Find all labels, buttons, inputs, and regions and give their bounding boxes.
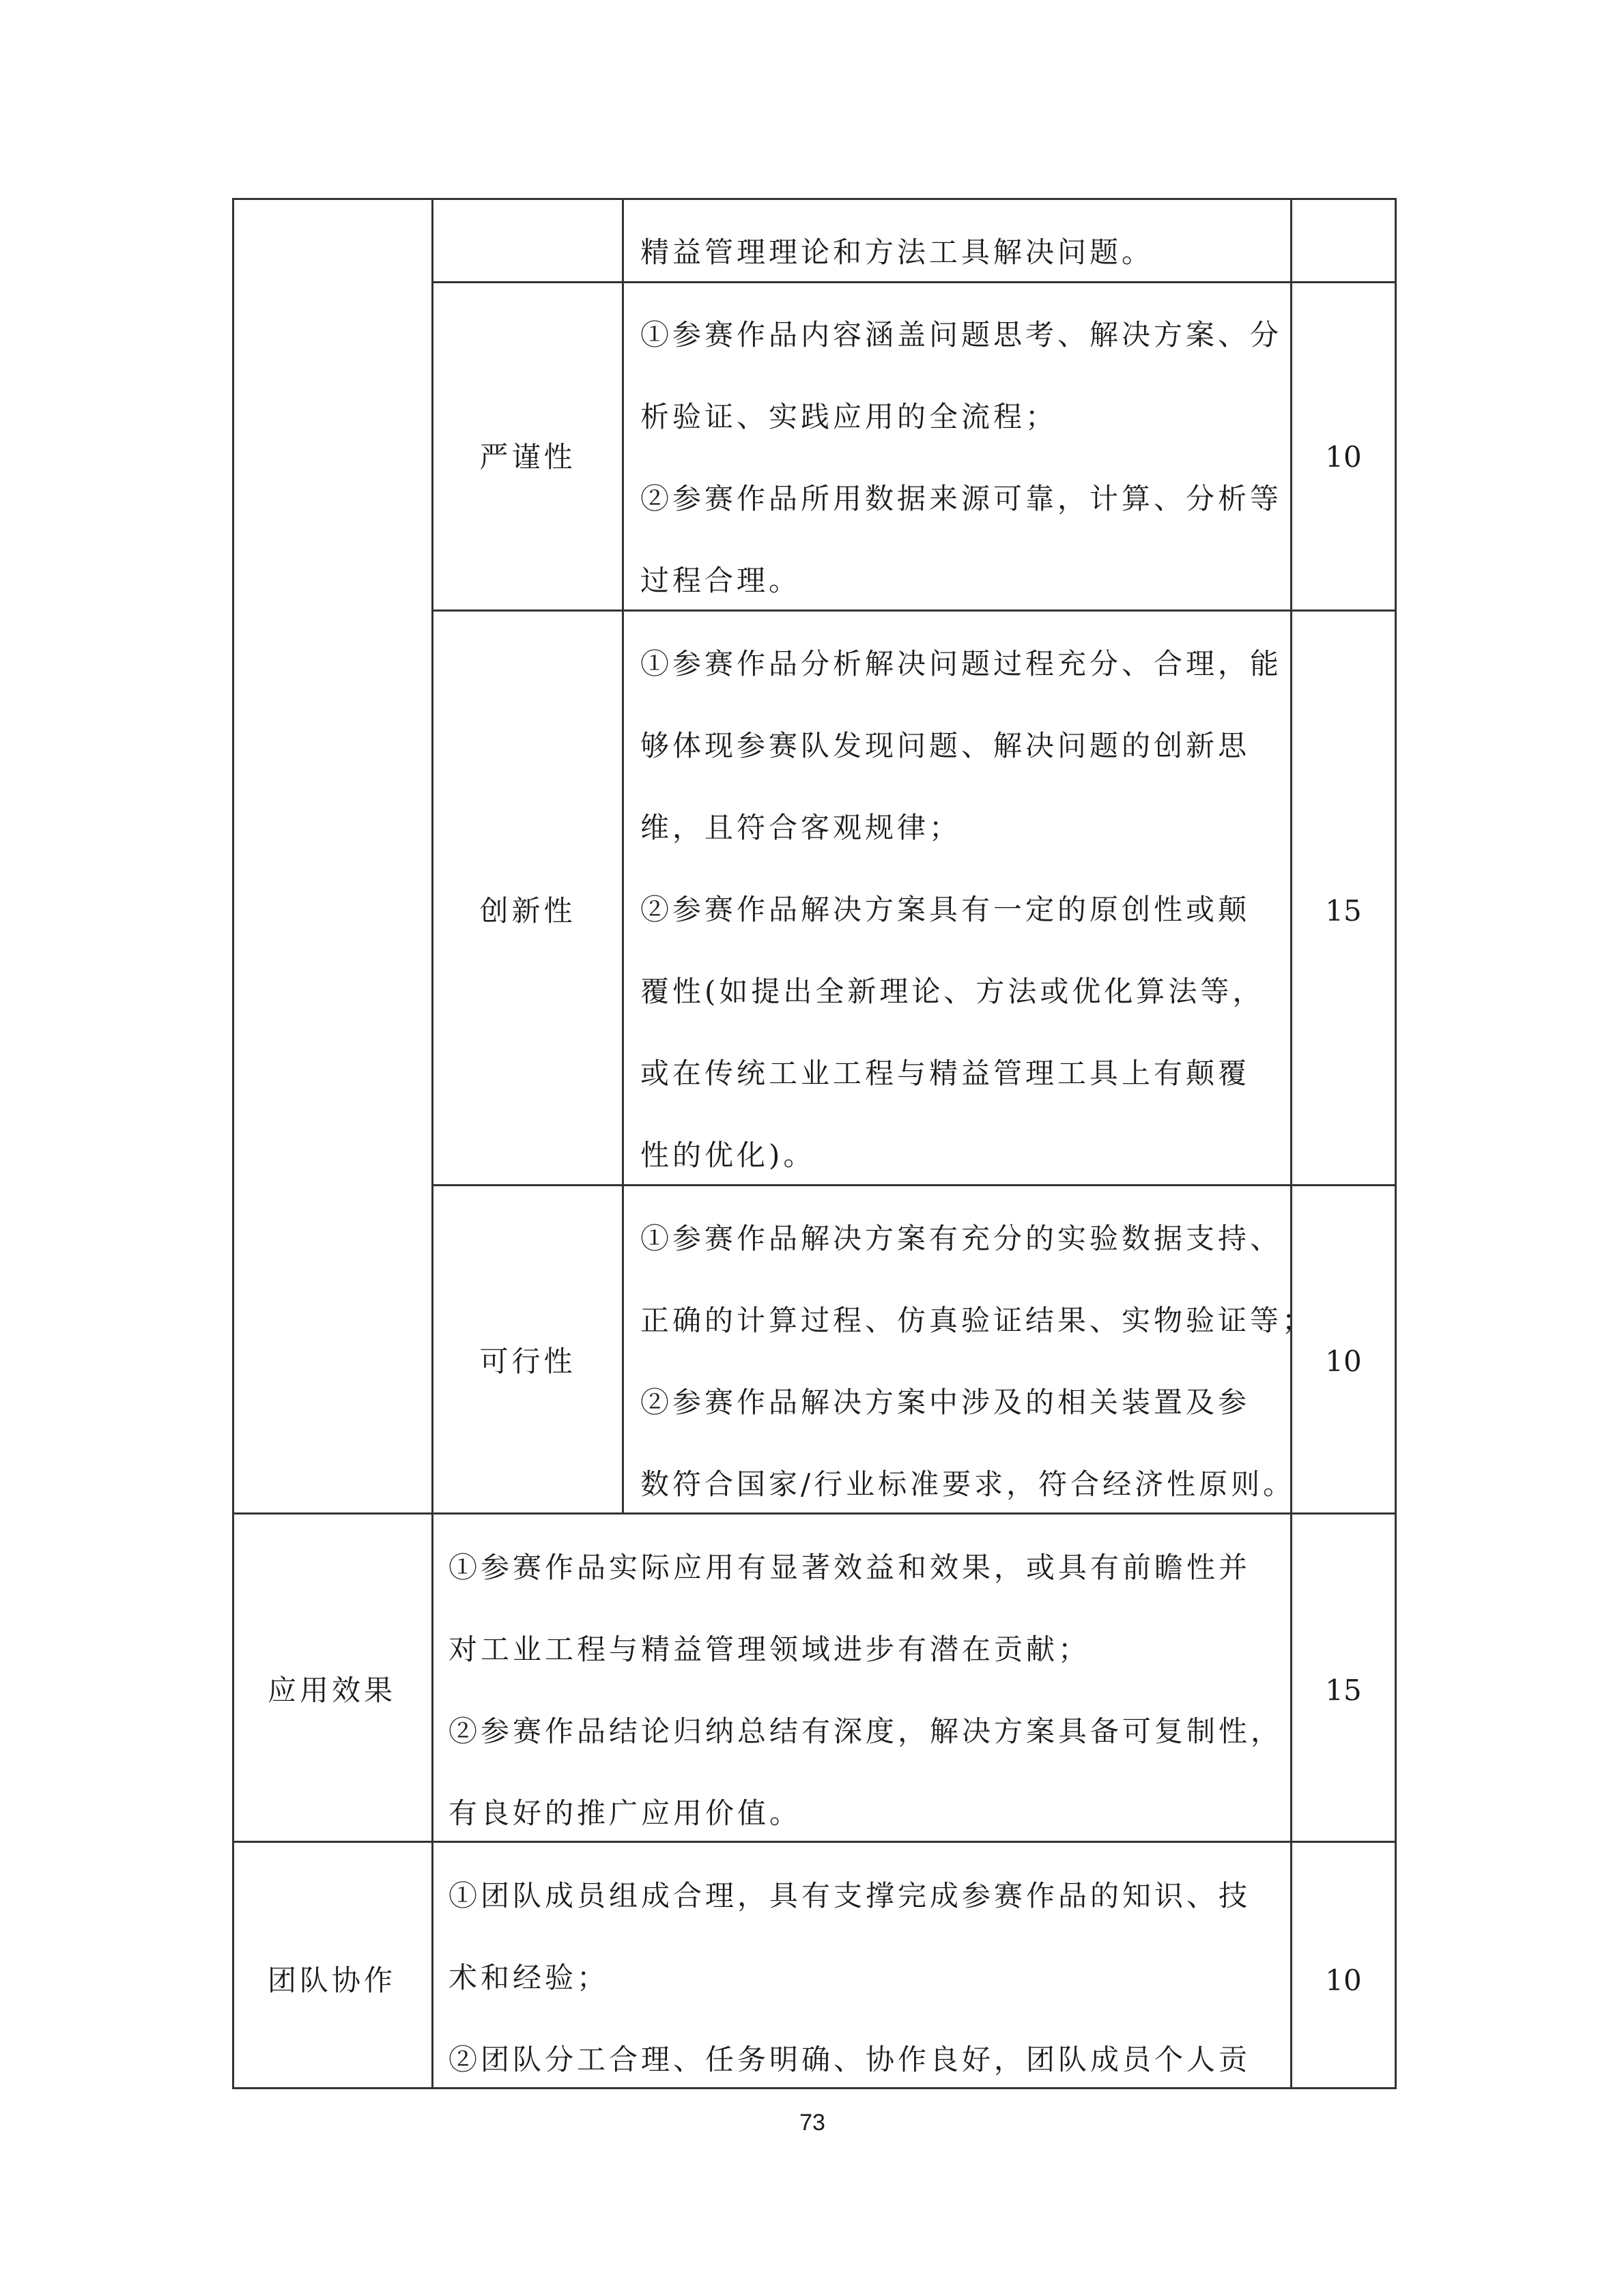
table-rule [1290, 198, 1292, 2089]
criterion-score: 15 [1325, 894, 1362, 928]
table-rule [232, 198, 1397, 200]
description-line: ①参赛作品实际应用有显著效益和效果，或具有前瞻性并 [448, 1551, 1251, 1584]
table-rule [431, 281, 1397, 283]
description-line: 术和经验； [448, 1961, 610, 1994]
table-rule [622, 198, 624, 1515]
table-rule [431, 198, 433, 2089]
criterion-score: 10 [1325, 1964, 1362, 1997]
description-line: 正确的计算过程、仿真验证结果、实物验证等； [640, 1304, 1315, 1337]
description-line: ②参赛作品所用数据来源可靠，计算、分析等 [640, 482, 1283, 515]
criterion-label: 创新性 [479, 894, 576, 928]
description-line: ②参赛作品解决方案中涉及的相关装置及参 [640, 1386, 1251, 1419]
table-rule [431, 609, 1397, 612]
description-line: 性的优化)。 [640, 1138, 816, 1172]
category-label: 应用效果 [267, 1674, 396, 1707]
description-line: 覆性(如提出全新理论、方法或优化算法等， [640, 975, 1265, 1008]
description-line: ②参赛作品解决方案具有一定的原创性或颠 [640, 893, 1251, 926]
description-line: 精益管理理论和方法工具解决问题。 [640, 235, 1154, 269]
description-line: ②参赛作品结论归纳总结有深度，解决方案具备可复制性， [448, 1714, 1283, 1748]
table-rule [431, 1184, 1397, 1186]
table-rule [232, 198, 234, 2089]
description-line: 够体现参赛队发现问题、解决问题的创新思 [640, 729, 1251, 762]
criterion-score: 10 [1325, 440, 1362, 474]
description-line: 过程合理。 [640, 564, 801, 597]
description-line: ②团队分工合理、任务明确、协作良好，团队成员个人贡 [448, 2043, 1251, 2076]
description-line: 有良好的推广应用价值。 [448, 1796, 802, 1830]
description-line: ①参赛作品分析解决问题过程充分、合理，能 [640, 647, 1283, 680]
page-number: 73 [799, 2110, 825, 2136]
description-line: 数符合国家/行业标准要求，符合经济性原则。 [640, 1467, 1296, 1501]
table-rule [232, 1841, 1397, 1843]
description-line: ①参赛作品内容涵盖问题思考、解决方案、分 [640, 318, 1283, 351]
description-line: 对工业工程与精益管理领域进步有潜在贡献； [448, 1633, 1091, 1666]
criterion-score: 10 [1325, 1345, 1362, 1378]
description-line: 维，且符合客观规律； [640, 811, 962, 844]
table-rule [1395, 198, 1397, 2089]
criterion-label: 可行性 [479, 1345, 576, 1378]
description-line: ①参赛作品解决方案有充分的实验数据支持、 [640, 1222, 1283, 1255]
table-rule [232, 2087, 1397, 2089]
category-label: 团队协作 [267, 1964, 396, 1997]
description-line: ①团队成员组成合理，具有支撑完成参赛作品的知识、技 [448, 1879, 1251, 1912]
criterion-label: 严谨性 [479, 440, 576, 474]
description-line: 析验证、实践应用的全流程； [640, 400, 1058, 433]
criterion-score: 15 [1325, 1674, 1362, 1707]
description-line: 或在传统工业工程与精益管理工具上有颠覆 [640, 1057, 1251, 1090]
table-rule [232, 1512, 1397, 1515]
